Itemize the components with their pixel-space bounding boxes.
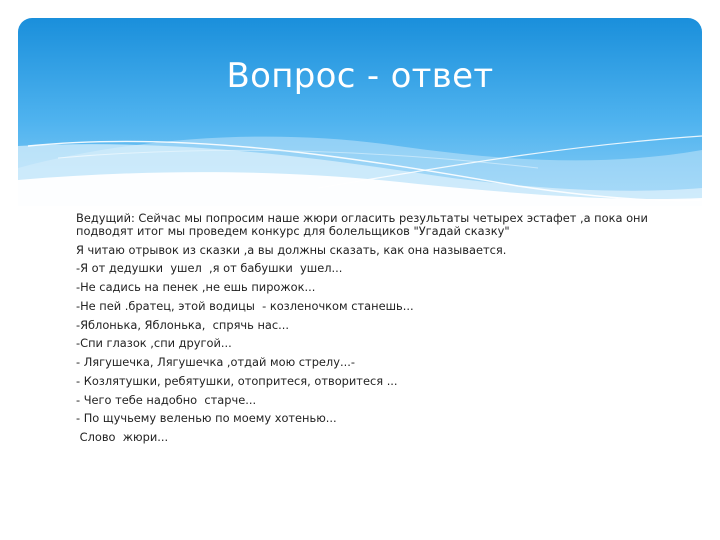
banner-waves-graphic (18, 18, 702, 206)
fairy-tale-quote-9: - По щучьему веленью по моему хотенью... (76, 411, 337, 426)
fairy-tale-quote-2: -Не садись на пенек ,не ешь пирожок... (76, 280, 316, 295)
header-banner (18, 18, 702, 206)
fairy-tale-quote-6: - Лягушечка, Лягушечка ,отдай мою стрелу...- (76, 355, 355, 370)
fairy-tale-quote-5: -Спи глазок ,спи другой... (76, 336, 232, 351)
fairy-tale-quote-7: - Козлятушки, ребятушки, отопритеся, отворитеся ... (76, 373, 398, 388)
fairy-tale-quote-4: -Яблонька, Яблонька, спрячь нас... (76, 317, 290, 332)
closing-line: Слово жюри... (76, 430, 169, 445)
fairy-tale-quote-1: -Я от дедушки ушел ,я от бабушки ушел... (76, 261, 343, 276)
instruction-line: Я читаю отрывок из сказки ,а вы должны сказать, как она называется. (76, 242, 507, 257)
fairy-tale-quote-3: -Не пей .братец, этой водицы - козленочком станешь... (76, 298, 414, 313)
slide-body (76, 212, 666, 450)
fairy-tale-quote-8: - Чего тебе надобно старче... (76, 392, 257, 407)
slide-title: Вопрос - ответ (226, 56, 494, 96)
intro-paragraph: Ведущий: Сейчас мы попросим наше жюри огласить результаты четырех эстафет ,а пока они подводят итог мы проведем конкурс для болельщиков "Угадай сказку" (76, 211, 648, 238)
